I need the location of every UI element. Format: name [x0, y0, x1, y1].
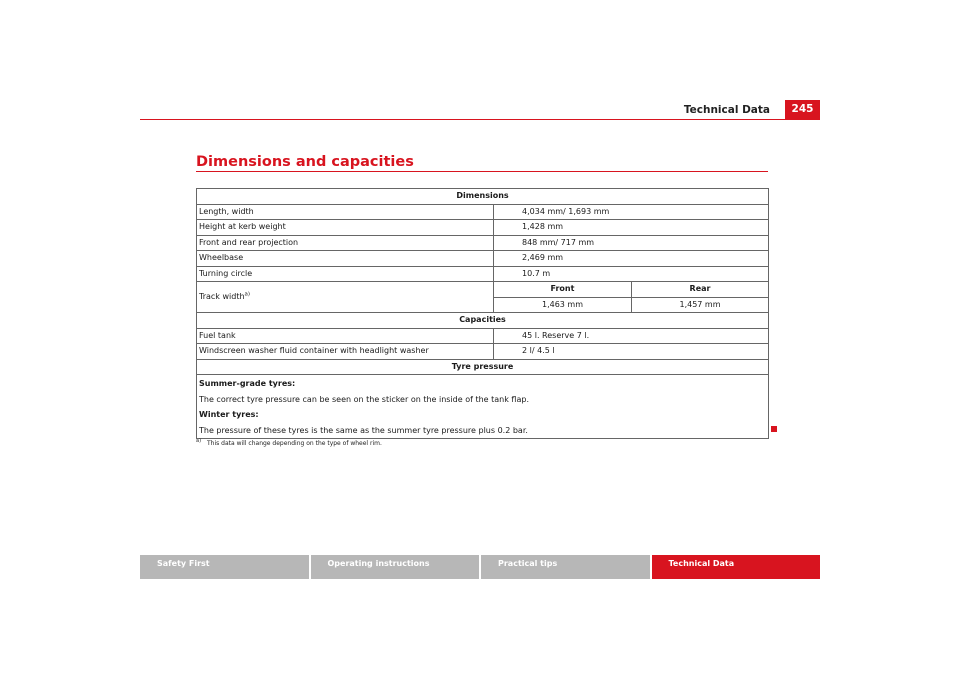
header-title: Technical Data: [683, 104, 770, 116]
tab-technical-data[interactable]: Technical Data: [652, 555, 821, 579]
tab-safety-first[interactable]: Safety First: [140, 555, 309, 579]
row-value: 2,469 mm: [494, 251, 769, 267]
winter-tyres-heading: Winter tyres:: [199, 410, 259, 419]
track-width-label: Track width$^{a)}$: [197, 282, 494, 313]
table-row: [197, 204, 769, 220]
page-number-badge: 245: [785, 100, 820, 119]
summer-tyres-heading: Summer-grade tyres:: [199, 379, 296, 388]
track-rear-heading: Rear: [632, 282, 769, 298]
table-row: [197, 220, 769, 236]
table-row: [197, 313, 769, 329]
table-row: [197, 189, 769, 205]
row-value: 45 l. Reserve 7 l.: [494, 328, 769, 344]
row-value: 1,428 mm: [494, 220, 769, 236]
tab-practical-tips[interactable]: Practical tips: [481, 555, 650, 579]
tyre-pressure-heading: Tyre pressure: [197, 359, 769, 375]
dimensions-heading: Dimensions: [197, 189, 769, 205]
row-label: Turning circle: [197, 266, 494, 282]
row-value: 10.7 m: [494, 266, 769, 282]
row-value: 2 l/ 4.5 l: [494, 344, 769, 360]
row-label: Windscreen washer fluid container with headlight washer: [197, 344, 494, 360]
table-row: [197, 282, 769, 298]
table-row: [197, 359, 769, 375]
row-value: 4,034 mm/ 1,693 mm: [494, 204, 769, 220]
row-label: Length, width: [197, 204, 494, 220]
tab-operating-instructions[interactable]: Operating instructions: [311, 555, 480, 579]
row-label: Wheelbase: [197, 251, 494, 267]
footnote-mark: a): [196, 438, 202, 444]
table-row: [197, 328, 769, 344]
capacities-heading: Capacities: [197, 313, 769, 329]
row-label: Fuel tank: [197, 328, 494, 344]
row-label: Height at kerb weight: [197, 220, 494, 236]
table-row: [197, 235, 769, 251]
footnote: [196, 438, 382, 447]
row-value: 848 mm/ 717 mm: [494, 235, 769, 251]
footnote-text: This data will change depending on the type of wheel rim.: [207, 440, 382, 447]
summer-tyres-text: The correct tyre pressure can be seen on the sticker on the inside of the tank flap.: [199, 394, 529, 404]
specs-table: [196, 188, 769, 439]
tyre-pressure-text: [197, 375, 769, 439]
track-front-value: 1,463 mm: [494, 297, 632, 313]
track-front-heading: Front: [494, 282, 632, 298]
header-rule: [140, 119, 820, 120]
table-row: [197, 251, 769, 267]
row-label: Front and rear projection: [197, 235, 494, 251]
section-rule: [196, 171, 768, 172]
track-rear-value: 1,457 mm: [632, 297, 769, 313]
winter-tyres-text: The pressure of these tyres is the same as the summer tyre pressure plus 0.2 bar.: [199, 425, 528, 435]
section-title: Dimensions and capacities: [196, 154, 414, 170]
table-row: [197, 344, 769, 360]
table-row: [197, 375, 769, 439]
end-of-section-marker: [771, 426, 777, 432]
chapter-tabs: [140, 555, 820, 579]
table-row: [197, 266, 769, 282]
footnote-ref: a): [244, 291, 251, 298]
